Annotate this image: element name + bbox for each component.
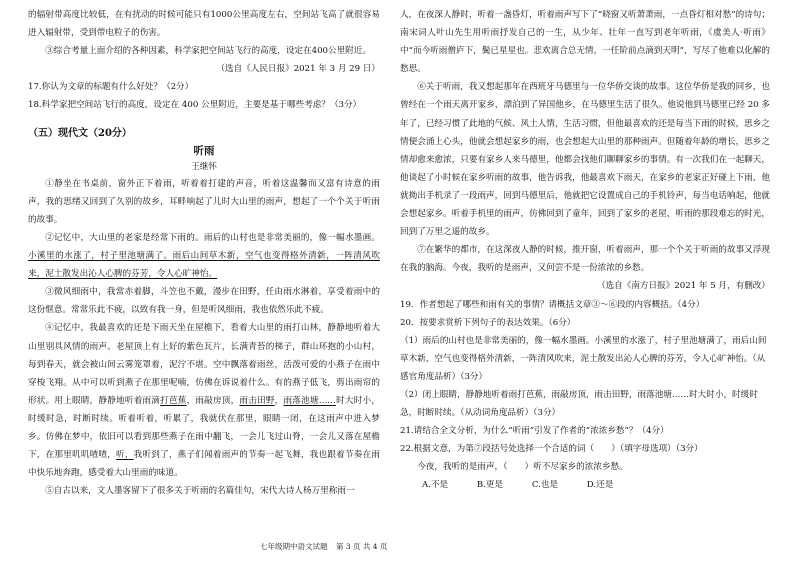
question-18: 18.科学家把空间站飞行的高度，设定在 400 公里附近，主要是基于哪些考虑？（3分） — [28, 100, 362, 111]
right-column — [400, 6, 770, 495]
underlined-phrase: 雨击田野 — [239, 395, 275, 406]
paragraph-5-continued: 人，在夜深人静时，听着一盏昏灯，听着雨声写下了“晓窗又听萧萧雨，一点昏灯相对愁”的诗句；南宋词人叶山先生用听雨抒发自己的一生，从少年、壮年一直写到老年听雨，《虞美人·听雨》中“而今听雨僧庐下，鬓已星星也。悲欢离合总无情，一任阶前点滴到天明”，写尽了他难以化解的愁思。 — [400, 10, 770, 75]
answer-options — [400, 476, 770, 494]
paragraph-conclusion: ③综合考量上面介绍的各种因素，科学家把空间站飞行的高度，设定在400公里附近。 — [45, 46, 371, 57]
underlined-phrase: 打芭蕉 — [160, 395, 187, 406]
underlined-sentence: 一阵清风吹来，泥土散发出沁人心脾的芬芳，令人心旷神怡。 — [28, 251, 380, 280]
question-22-sentence-a: 今夜，我听的是雨声，（ ） — [417, 462, 534, 473]
paragraph-4-text: 时大时小，时缓时急，时断时续。听着听着，听累了，我就伏在那里，眼睛一闭，在这雨声中进入梦乡。仿佛在梦中，依旧可以看到那些燕子在雨中翻飞，一会儿飞过山脊，一会儿又落在屋檐下，在那里叽叽喳喳， — [28, 395, 380, 461]
option-d: D.还是 — [586, 480, 614, 491]
question-22-sentence-b: 听不尽家乡的浓浓乡愁。 — [533, 462, 628, 473]
underlined-sentence: 小溪里的水涨了，村子里池塘满了。雨后山间草木新，空气也变得格外清新， — [28, 251, 336, 262]
option-b: B.更是 — [476, 480, 504, 491]
question-17: 17.你认为文章的标题有什么好处？（2分） — [28, 82, 194, 93]
source-citation: （选自《人民日报》2021 年 3 月 29 日） — [216, 64, 380, 75]
question-21: 21.请结合全文分析，为什么“听雨”引发了作者的“浓浓乡愁”？（4分） — [400, 426, 669, 437]
paragraph-4-text: ，雨敲房顶， — [186, 395, 240, 406]
underlined-phrase: 听， — [116, 450, 134, 461]
question-20-1: （1）雨后的山村也是非常美丽的，像一幅水墨画。小溪里的水涨了，村子里池塘满了，雨后山间草木新，空气也变得格外清新，一阵清风吹来，泥土散发出沁人心脾的芬芳，令人心旷神怡。（从感官角度品析）（3分） — [400, 335, 767, 382]
section-heading: （五）现代文（20分） — [28, 127, 132, 139]
option-c: C.也是 — [531, 480, 559, 491]
option-a: A.不是 — [422, 480, 449, 491]
question-19: 19．作者想起了哪些和雨有关的事情？请概括文章③～⑥段的内容概括。（4分） — [400, 299, 705, 310]
question-20-2: （2）闭上眼睛，静静地听着雨打芭蕉，雨敲房顶，雨击田野，雨落池塘……时大时小，时缓时急，时断时续。（从动词角度品析）（3分） — [400, 389, 758, 419]
paragraph-1: ①静坐在书桌前，窗外正下着雨，听着着打建的声音，听着这温馨而又富有诗意的雨声，我的思绪又回到了久别的故乡，耳畔响起了儿时大山里的雨声，想起了一个个关于听雨的故事。 — [28, 178, 380, 225]
question-20: 20．按要求赏析下列句子的表达效果。（6分） — [400, 317, 576, 328]
paragraph-7: ⑦在繁华的都市，在这深夜人静的时候，推开窗，听着雨声，那一个个关于听雨的故事又浮现在我的脑海。今夜，我听的是雨声，又何尝不是一份浓浓的乡愁。 — [400, 245, 770, 274]
question-22: 22.根据文意，为第⑦段括号处选择一个合适的词（ ）（填字母选项）（3分） — [400, 444, 703, 455]
paragraph-5: ⑤自古以来，文人墨客留下了很多关于听雨的名篇佳句，宋代大诗人杨万里称雨一 — [45, 486, 355, 497]
article-title: 听雨 — [193, 144, 215, 157]
paragraph-4 — [28, 319, 380, 482]
paragraph-2-text: ②记忆中，大山里的老家是经常下雨的。雨后的山村也是非常美丽的，像一幅水墨画。 — [45, 232, 380, 243]
paragraph-radiation: 的辐射带高度比较低，在有扰动的时候可能只有1000公里高度左右，空间站飞高了就很容易进入辐射带，受到带电粒子的伤害。 — [28, 10, 380, 39]
underlined-phrase: 雨落池塘…… — [283, 395, 336, 406]
paragraph-4-text: 我听到了，燕子们闻着雨声的节奏一起飞舞，我也跟着节奏在雨中快乐地奔跑，感受着大山里雨的味道。 — [28, 450, 380, 479]
source-citation: （选自《南方日报》2021 年 5 月，有删改） — [596, 281, 770, 292]
paragraph-3: ③微风细雨中，我常赤着脚，斗笠也不戴，漫步在田野，任由雨水淋着，享受着雨中的这份惬意。常常乐此不疲，以致有我一身，但是听风细雨，我也依然乐此不疲。 — [28, 287, 380, 316]
paragraph-2 — [28, 229, 380, 283]
page-number: 第 3 页 共 4 页 — [336, 542, 388, 551]
left-column — [28, 6, 380, 500]
question-22-sentence — [400, 458, 770, 476]
paragraph-4-text: ④记忆中，我最喜欢的还是下雨天坐在屋檐下，看着大山里的雨打山林，静静地听着大山里别具风情的雨声。老屋顶上有上好的紫色瓦片，长满青苔的梯子，群山环抱的小山村，每到春天，就会被山间云雾笼罩着，泥泞不堪。空中飘落着雨丝，活泼可爱的小燕子在雨中穿梭飞翔。从中可以听到燕子在那里呢喃，仿佛在诉说着什么。有的燕子低飞，剪出雨帘的形状。用上眼睛，静静地听着雨滴 — [28, 323, 380, 406]
paragraph-4-text: ， — [274, 395, 284, 406]
exam-name: 七年级期中语文试题 — [260, 542, 328, 551]
paragraph-6: ⑥关于听雨，我又想起那年在西班牙马德里与一位华侨交谈的故事。这位华侨是我的同乡，也曾经在一个雨天离开家乡，漂泊到了异国他乡，在马德里生活了很久。他说他到马德里已经 20 多年了，已经习惯了此地的气候、风土人情，生活习惯，但他最喜欢的还是每当下雨的时候，思乡之情便会涌上心头，他就会想起家乡的雨，也会想起大山里的那种雨声。但随着年龄的增长，思乡之情却愈来愈浓，只要有家乡人来马德里，他都会找他们聊聊家乡的事情。有一次我们在一起聊天，他谈起了小时候在家乡听雨的故事，他告诉我，他最喜欢下雨天，在家乡的老家正好碰上下雨，他就拗出手机录了一段雨声，回到马德里后，他就把它设置成自己的手机铃声，每当电话响起，他就会想起家乡。听着手机里的雨声，仿佛回到了童年，回到了家乡的老屋，听雨的那段难忘的时光，回到了万里之遥的故乡。 — [400, 82, 770, 238]
article-author: 王继怀 — [191, 161, 217, 172]
